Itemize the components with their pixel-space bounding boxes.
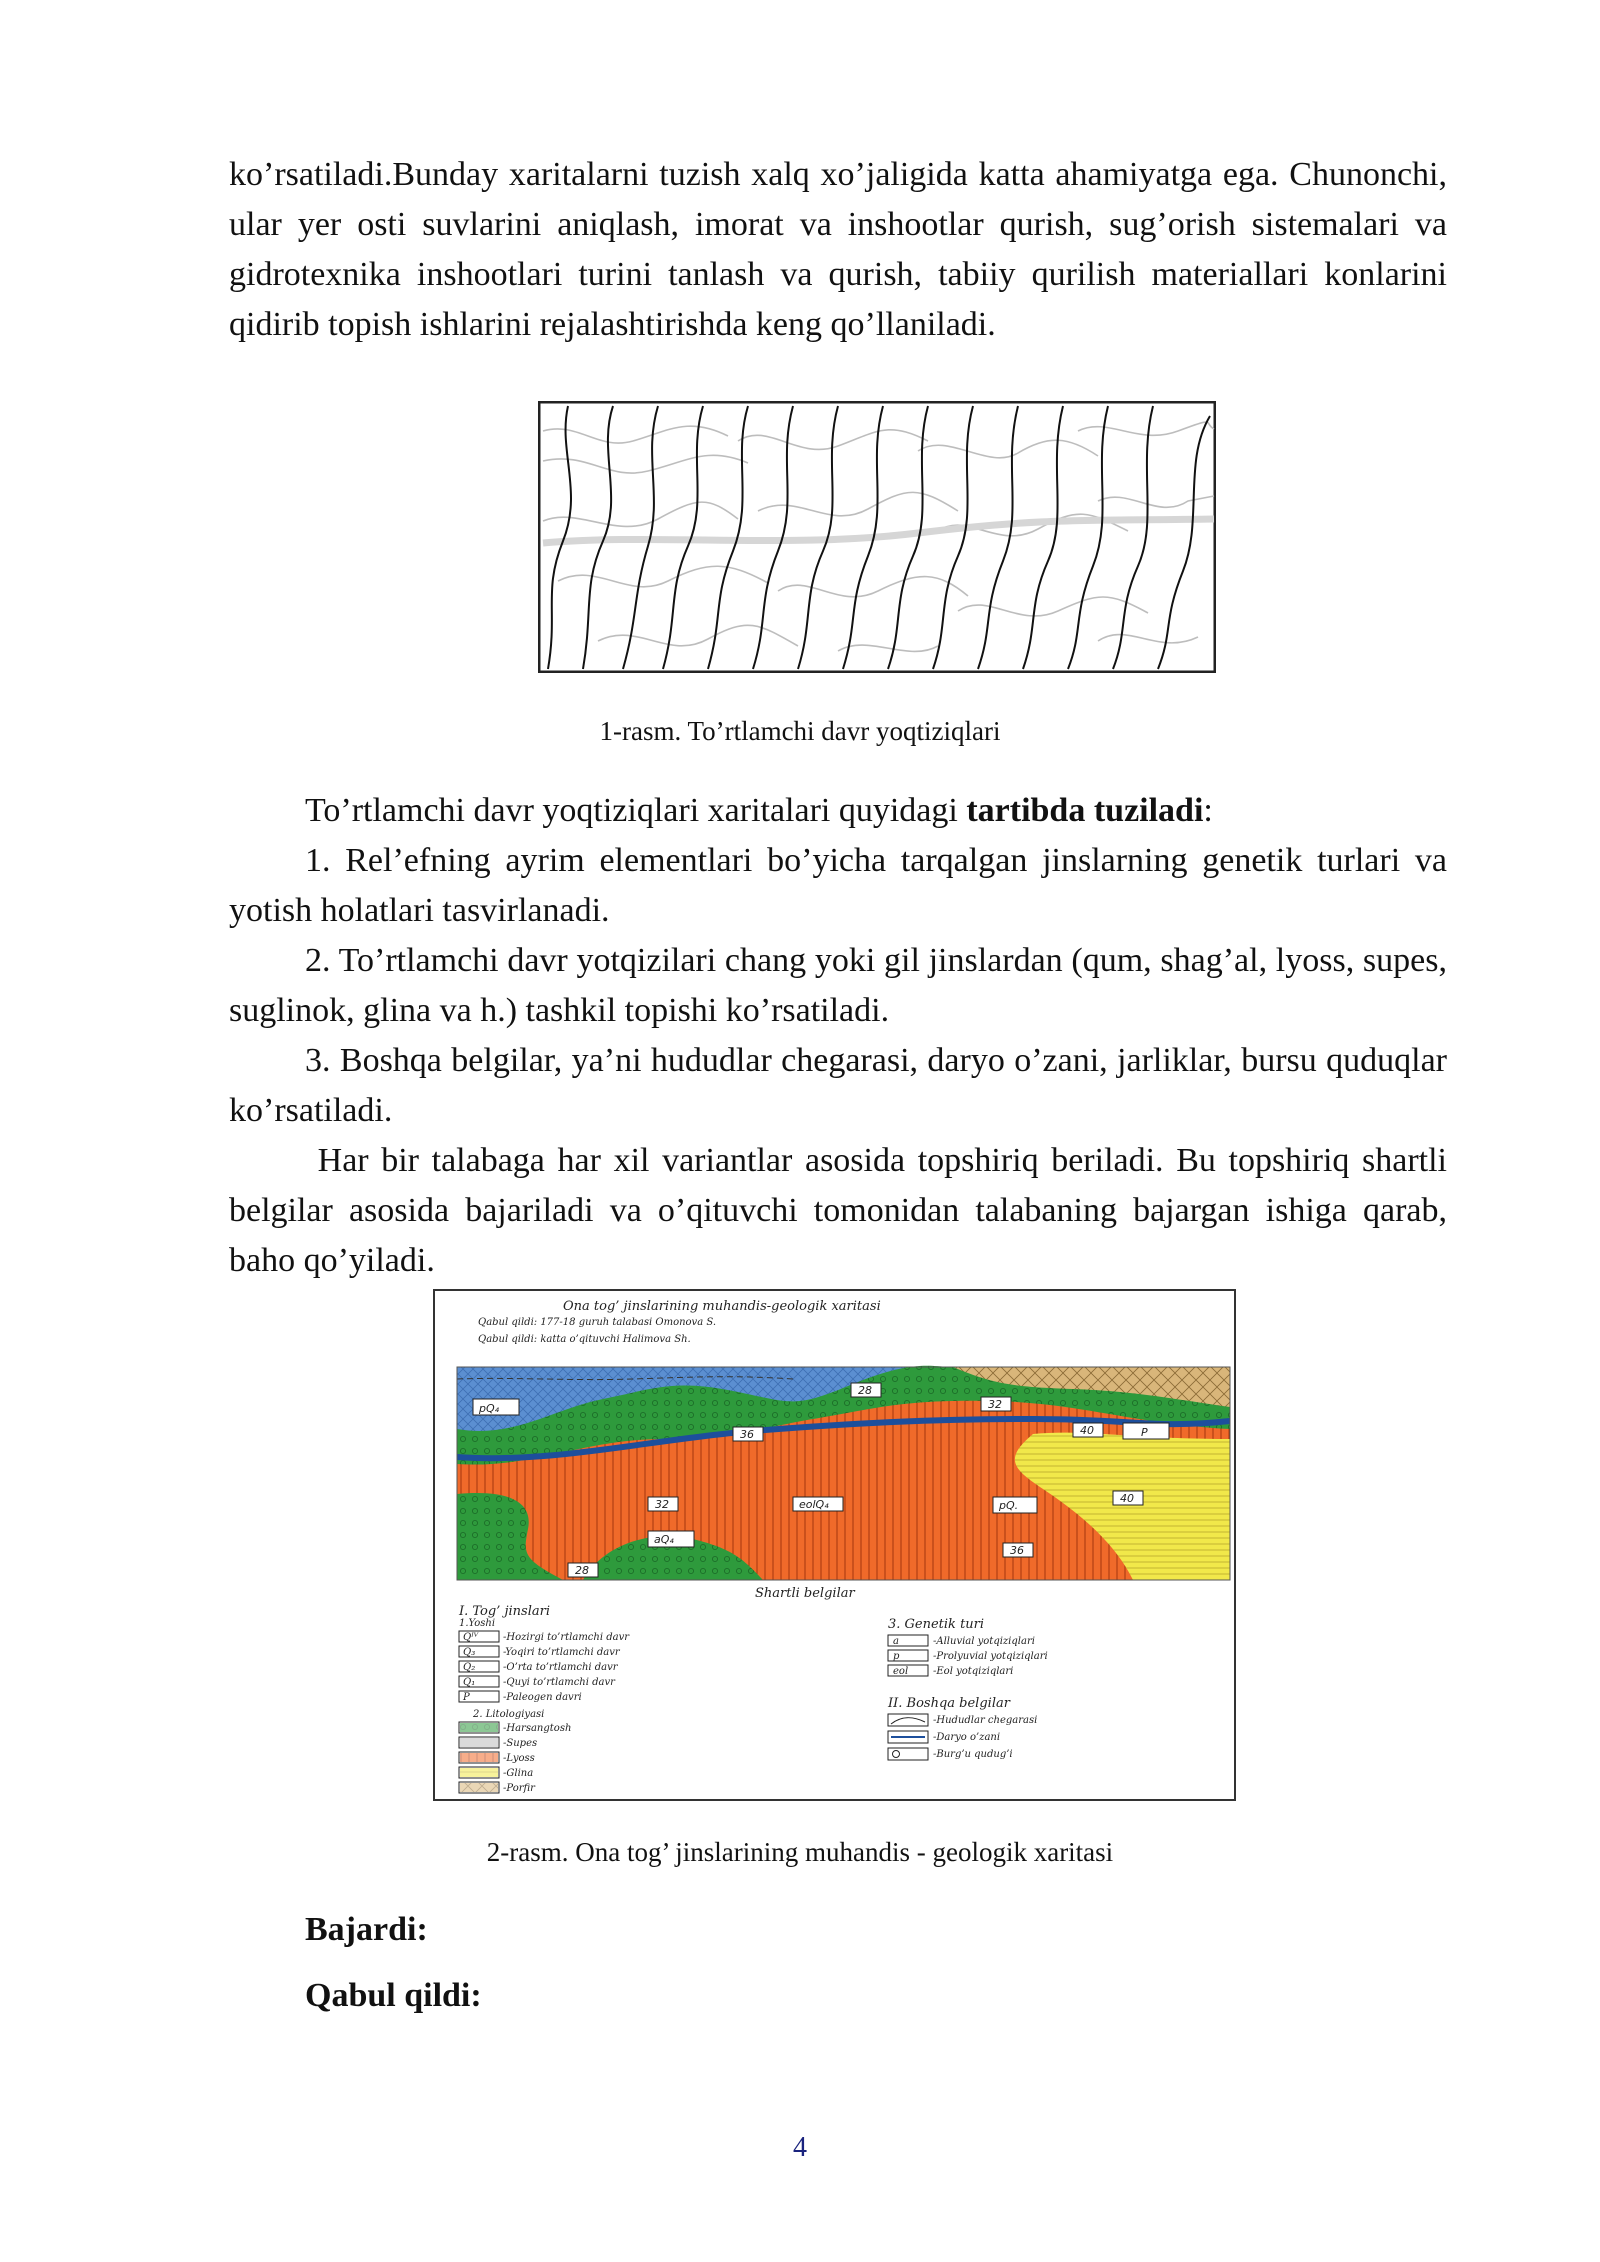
page-number: 4 bbox=[793, 2132, 807, 2163]
map-label-32a: 32 bbox=[988, 1398, 1002, 1411]
legend-age-desc: -O’rta to’rtlamchi davr bbox=[503, 1662, 618, 1673]
signature-done: Bajardi: bbox=[305, 1911, 428, 1948]
figure-1-caption: 1-rasm. To’rtlamchi davr yoqtiziqlari bbox=[599, 716, 1001, 746]
legend-age-code: Qᴵⱽ bbox=[463, 1632, 479, 1643]
legend-other-label: -Burg’u qudug’i bbox=[933, 1749, 1013, 1760]
legend-left-title: I. Tog’ jinslari bbox=[459, 1604, 550, 1619]
legend-gen-label: -Eol yotqiziqlari bbox=[933, 1666, 1014, 1677]
legend-age-desc: -Hozirgi to’rtlamchi davr bbox=[503, 1632, 630, 1643]
map-line-2: Qabul qildi: katta o’qituvchi Halimova Sh. bbox=[478, 1334, 691, 1345]
legend-other-box bbox=[888, 1714, 928, 1726]
procedure-text: To’rtlamchi davr yoqtiziqlari xaritalari quyidagi bbox=[305, 792, 967, 829]
legend-gen-label: -Alluvial yotqiziqlari bbox=[933, 1636, 1035, 1647]
map-label-pq4: pQ₄ bbox=[479, 1402, 500, 1415]
legend-lith-label: -Lyoss bbox=[503, 1753, 535, 1764]
legend-other-title: II. Boshqa belgilar bbox=[888, 1696, 1010, 1711]
legend-gen-code: a bbox=[893, 1636, 899, 1647]
legend-gen-label: -Prolyuvial yotqiziqlari bbox=[933, 1651, 1048, 1662]
list-item-3: 3. Boshqa belgilar, ya’ni hududlar chegarasi, daryo o’zani, jarliklar, bursu quduqlar ko’rsatiladi. bbox=[229, 1042, 1447, 1129]
figure-2-caption: 2-rasm. Ona tog’ jinslarining muhandis - geologik xaritasi bbox=[486, 1837, 1114, 1867]
legend-left-sub: 1.Yoshi bbox=[459, 1618, 496, 1629]
map-label-36a: 36 bbox=[740, 1428, 754, 1441]
legend-lith-fill bbox=[460, 1738, 498, 1747]
legend-lith-fill bbox=[460, 1783, 498, 1792]
legend-lith-fill bbox=[460, 1768, 498, 1777]
map-label-32b: 32 bbox=[655, 1498, 669, 1511]
legend-lith-title: 2. Litologiyasi bbox=[473, 1709, 545, 1720]
legend-age-desc: -Yoqiri to’rtlamchi davr bbox=[503, 1647, 620, 1658]
figure-1-contour-map bbox=[538, 401, 1216, 673]
legend-lith-label: -Glina bbox=[503, 1768, 534, 1779]
map-label-40a: 40 bbox=[1080, 1424, 1094, 1437]
map-label-28a: 28 bbox=[858, 1384, 872, 1397]
map-title: Ona tog’ jinslarining muhandis-geologik xaritasi bbox=[563, 1299, 881, 1314]
legend-gen-code: p bbox=[893, 1651, 900, 1662]
legend-lith-label: -Harsangtosh bbox=[503, 1723, 572, 1734]
legend-lith-fill bbox=[460, 1723, 498, 1732]
map-label-pq: pQ. bbox=[999, 1499, 1019, 1512]
legend-age-desc: -Quyi to’rtlamchi davr bbox=[503, 1677, 615, 1688]
map-label-36b: 36 bbox=[1010, 1544, 1024, 1557]
paragraph-task: Har bir talabaga har xil variantlar asosida topshiriq beriladi. Bu topshiriq shartli belgilar asosida bajariladi va o’qituvchi tomonidan talabaning bajargan ishiga qarab, baho qo’yiladi. bbox=[229, 1142, 1456, 1279]
list-item-1: 1. Rel’efning ayrim elementlari bo’yicha tarqalgan jinslarning genetik turlari va yotish holatlari tasvirlanadi. bbox=[229, 842, 1447, 929]
legend-lith-label: -Supes bbox=[503, 1738, 538, 1749]
legend-heading: Shartli belgilar bbox=[755, 1586, 855, 1601]
list-item-2: 2. To’rtlamchi davr yotqizilari chang yoki gil jinslardan (qum, shag’al, lyoss, supes, suglinok, glina va h.) tashkil topishi ko’rsatiladi. bbox=[229, 942, 1447, 1029]
legend-lith-fill bbox=[460, 1753, 498, 1762]
legend-other-label: -Hududlar chegarasi bbox=[933, 1715, 1038, 1726]
legend-other-box bbox=[888, 1748, 928, 1760]
procedure-bold: tartibda tuziladi bbox=[966, 792, 1204, 829]
map-label-eol: eolQ₄ bbox=[799, 1498, 829, 1511]
legend-age-code: Q₁ bbox=[463, 1677, 476, 1688]
legend-lith-label: -Porfir bbox=[503, 1783, 535, 1794]
signature-accepted: Qabul qildi: bbox=[305, 1977, 482, 2014]
procedure-colon: : bbox=[1203, 792, 1213, 829]
legend-gen-code: eol bbox=[893, 1666, 909, 1677]
paragraph-intro: ko’rsatiladi.Bunday xaritalarni tuzish xalq xo’jaligida katta ahamiyatga ega. Chunonchi, ular yer osti suvlarini aniqlash, imorat va inshootlar qurish, sug’orish sistemalari va gidrotexnika inshootlari turini tanlash va qurish, tabiiy qurilish materiallari konlarini qidirib topish ishlarini rejalashtirishda keng qo’llaniladi. bbox=[229, 156, 1447, 343]
figure-2-geologic-map bbox=[433, 1289, 1236, 1801]
paragraph-procedure bbox=[229, 786, 1447, 836]
legend-other-label: -Daryo o’zani bbox=[933, 1732, 1001, 1743]
legend-age-desc: -Paleogen davri bbox=[503, 1692, 582, 1703]
map-label-40b: 40 bbox=[1120, 1492, 1134, 1505]
map-label-28b: 28 bbox=[575, 1564, 589, 1577]
map-line-1: Qabul qildi: 177-18 guruh talabasi Omonova S. bbox=[478, 1317, 717, 1328]
legend-right-title: 3. Genetik turi bbox=[888, 1617, 985, 1632]
legend-age-code: Q₂ bbox=[463, 1662, 476, 1673]
legend-age-code: P bbox=[463, 1692, 470, 1703]
map-body bbox=[457, 1366, 1230, 1580]
map-label-aq: aQ₄ bbox=[654, 1533, 674, 1546]
legend-age-code: Q₃ bbox=[463, 1647, 476, 1658]
map-label-p: P bbox=[1141, 1426, 1148, 1439]
